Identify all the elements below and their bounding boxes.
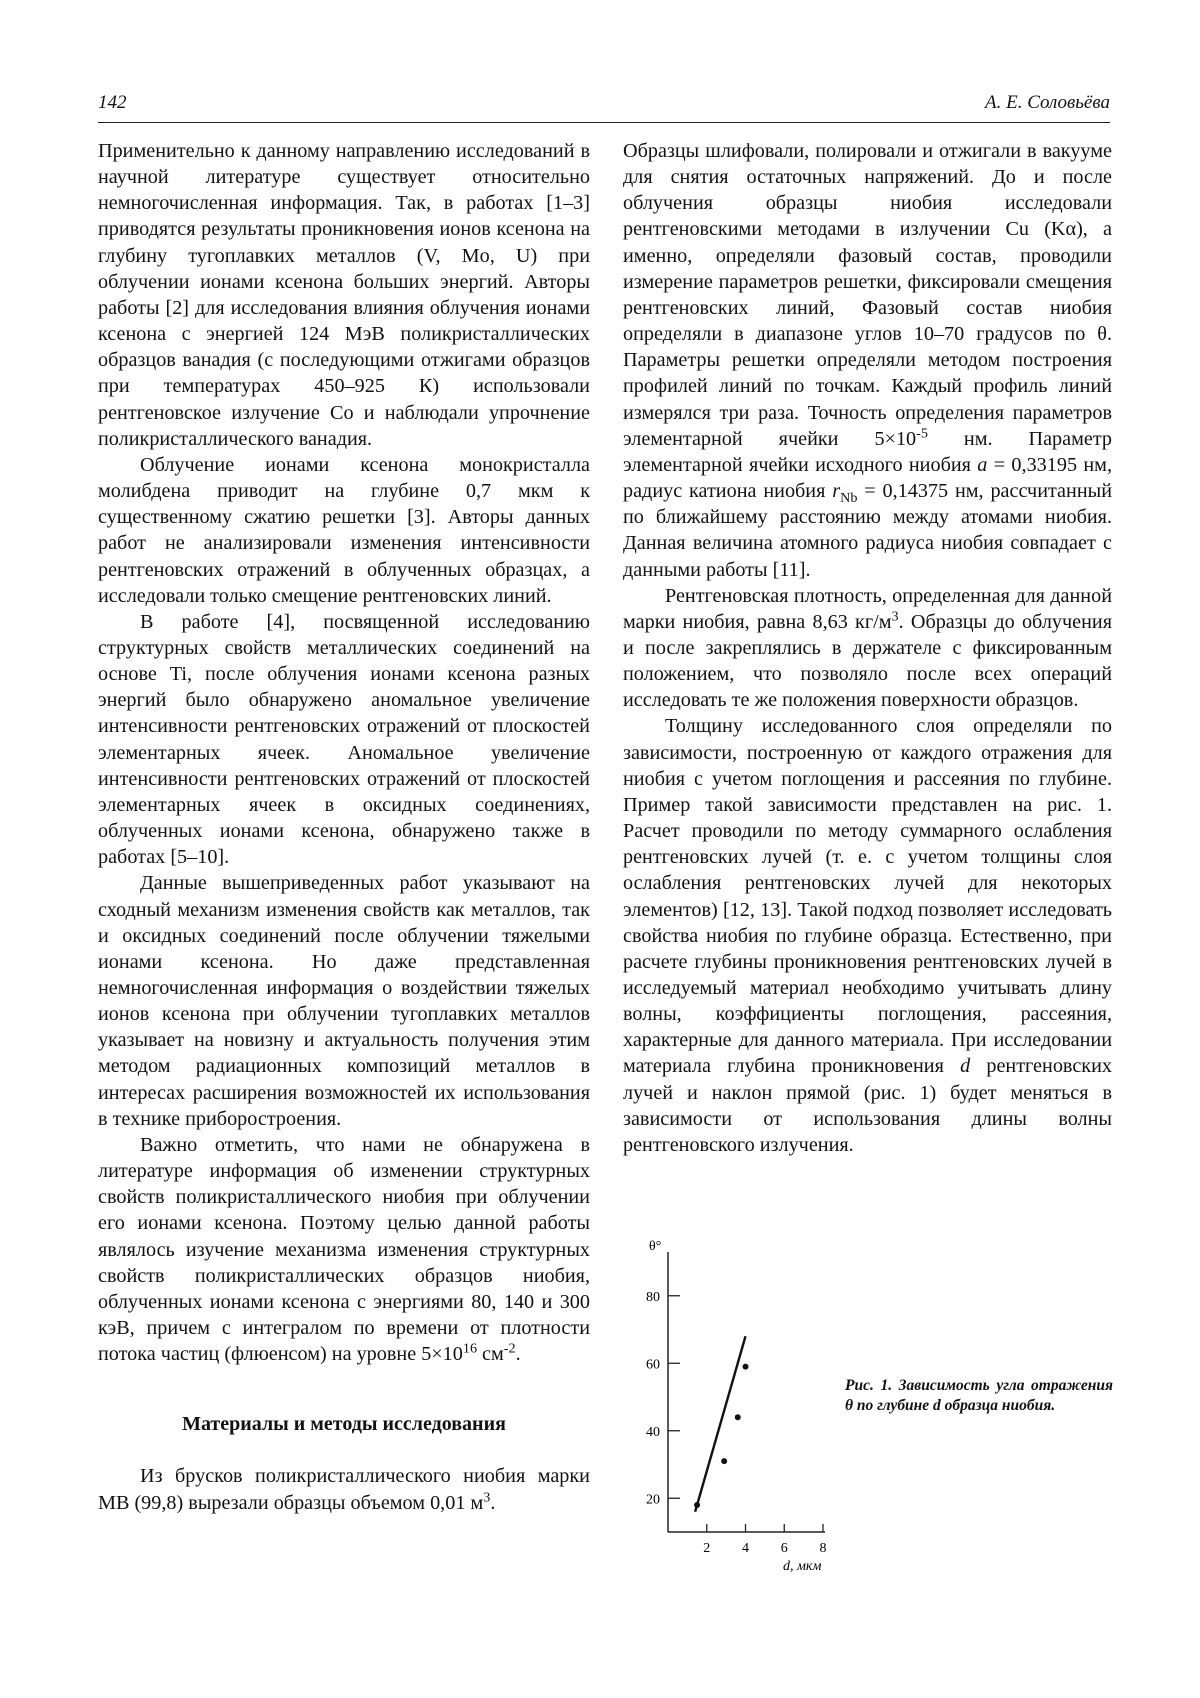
paragraph: В работе [4], посвященной исследованию структурных свойств металлических соединений на основе Ti, после облучения ионами ксенона разных энергий было обнаружено аномальное увеличение интенсивности рентгеновских отражений от плоскостей элементарных ячеек. Аномальное увеличение интенсивности рентгеновских отражений от плоскостей элементарных ячеек в оксидных соединениях, облученных ионами ксенона, обнаружено также в работах [5–10]. bbox=[98, 610, 590, 869]
paragraph: Облучение ионами ксенона монокристалла молибдена приводит на глубине 0,7 мкм к существенному сжатию решетки [3]. Авторы данных работ не анализировали изменения интенсивности рентгеновских отражений в облученных образцах, а исследовали только смещение рентгеновских линий. bbox=[98, 453, 590, 607]
y-tick-label: 40 bbox=[646, 1424, 660, 1440]
x-tick-label: 2 bbox=[703, 1541, 711, 1556]
data-point bbox=[721, 1458, 727, 1464]
fit-line bbox=[695, 1336, 745, 1512]
left-column bbox=[98, 138, 590, 1516]
x-tick-label: 8 bbox=[819, 1541, 827, 1556]
figure-caption: Рис. 1. Зависимость угла отражения θ по глубине d образца ниобия. bbox=[845, 1377, 1113, 1414]
x-tick-label: 4 bbox=[742, 1541, 749, 1556]
paragraph: Из брусков поликристаллического ниобия марки МВ (99,8) вырезали образцы объемом 0,01 $м^3$. bbox=[98, 1465, 590, 1514]
section-heading: Материалы и методы исследования bbox=[182, 1413, 506, 1436]
y-tick-label: 60 bbox=[646, 1357, 660, 1373]
paragraph: Важно отметить, что нами не обнаружена в литературе информация об изменении структурных свойств поликристаллического ниобия при облучении его ионами ксенона. Поэтому целью данной работы являлось изучение механизма изменения структурных свойств поликристаллических образцов ниобия, облученных ионами ксенона с энергиями 80, 140 и 300 кэВ, причем с интегралом по времени от плотности потока частиц (флюенсом) на уровне $5\times 10^{16}$ $см^{-2}$. bbox=[98, 1133, 590, 1366]
running-header bbox=[98, 92, 1110, 123]
paragraph: Толщину исследованного слоя определяли по зависимости, построенную от каждого отражения для ниобия с учетом поглощения и рассеяния по глубине. Пример такой зависимости представлен на рис. 1. Расчет проводили по методу суммарного ослабления рентгеновских лучей (т. е. с учетом толщины слоя ослабления рентгеновских лучей для некоторых элементов) [12, 13]. Такой подход позволяет исследовать свойства ниобия по глубине образца. Естественно, при расчете глубины проникновения рентгеновских лучей в исследуемый материал необходимо учитывать длину волны, коэффициенты поглощения, рассеяния, характерные для данного материала. При исследовании материала глубина проникновения d рентгеновских лучей и наклон прямой (рис. 1) будет меняться в зависимости от использования длины волны рентгеновского излучения. bbox=[623, 715, 1112, 1156]
right-column bbox=[623, 138, 1112, 1158]
chart bbox=[625, 1232, 855, 1612]
paragraph: Данные вышеприведенных работ указывают на сходный механизм изменения свойств как металлов, так и оксидных соединений после облучении тяжелыми ионами ксенона. Но даже представленная немногочисленная информация о воздействии тяжелых ионов ксенона при облучении тугоплавких металлов указывает на новизну и актуальность получения этим методом радиационных композиций металлов в интересах расширения возможностей их использования в технике приборостроения. bbox=[98, 872, 590, 1130]
x-tick-label: 6 bbox=[780, 1541, 788, 1556]
paragraph: Рентгеновская плотность, определенная для данной марки ниобия, равна 8,63 $кг/м^3$. Образцы до облучения и после закреплялись в держателе с фиксированным положением, что позволяло после всех операций исследовать те же положения поверхности образцов. bbox=[623, 584, 1112, 712]
data-point bbox=[735, 1414, 741, 1420]
x-axis-label: d, мкм bbox=[783, 1559, 822, 1574]
page-number: 142 bbox=[98, 92, 127, 113]
data-point bbox=[694, 1502, 700, 1508]
y-tick-label: 20 bbox=[646, 1492, 660, 1508]
data-point bbox=[743, 1364, 749, 1370]
y-tick-label: 80 bbox=[646, 1289, 660, 1305]
figure-1 bbox=[625, 1232, 1115, 1612]
running-author: А. Е. Соловьёва bbox=[984, 92, 1110, 113]
y-axis-label: θ° bbox=[649, 1239, 662, 1254]
paragraph: Применительно к данному направлению исследований в научной литературе существует относительно немногочисленная информация. Так, в работах [1–3] приводятся результаты проникновения ионов ксенона на глубину тугоплавких металлов (V, Mo, U) при облучении ионами ксенона больших энергий. Авторы работы [2] для исследования влияния облучения ионами ксенона с энергией 124 МэВ поликристаллических образцов ванадия (с последующими отжигами образцов при температурах 450–925 К) использовали рентгеновское излучение Co и наблюдали упрочнение поликристаллического ванадия. bbox=[98, 140, 590, 450]
paragraph: Образцы шлифовали, полировали и отжигали в вакууме для снятия остаточных напряжений. До и после облучения образцы ниобия исследовали рентгеновскими методами в излучении Cu (Kα), а именно, определяли фазовый состав, проводили измерение параметров решетки, фиксировали смещения рентгеновских линий, Фазовый состав ниобия определяли в диапазоне углов 10–70 градусов по θ. Параметры решетки определяли методом построения профилей линий по точкам. Каждый профиль линий измерялся три раза. Точность определения параметров элементарной ячейки $5\times 10^{-5}$ нм. Параметр элементарной ячейки исходного ниобия a = 0,33195 нм, радиус катиона ниобия $r_{Nb} = 0,14375$ нм, рассчитанный по ближайшему расстоянию между атомами ниобия. Данная величина атомного радиуса ниобия совпадает с данными работы [11]. bbox=[623, 140, 1112, 581]
